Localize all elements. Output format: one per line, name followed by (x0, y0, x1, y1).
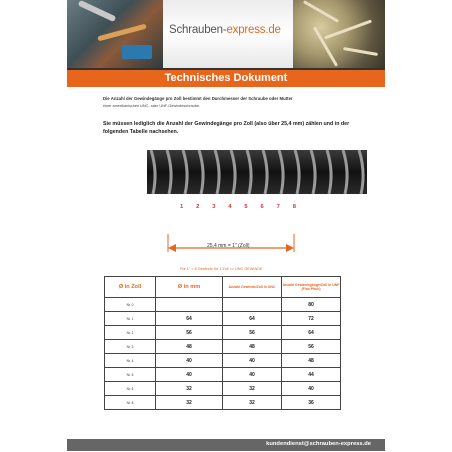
table-row (105, 354, 341, 368)
unc-note: Für 1" = 8 Gewinde für 1 Zoll => UNC GEWINDE (180, 267, 263, 271)
tools-photo (67, 0, 163, 68)
thread-number: 8 (292, 204, 296, 210)
header-unc: Anzahl Gewinde/Zoll in UNC (223, 277, 282, 298)
table-cell: 56 (156, 326, 223, 340)
thread-number: 2 (196, 204, 200, 210)
table-row (105, 382, 341, 396)
table-cell: 64 (156, 312, 223, 326)
table-cell: 72 (282, 312, 341, 326)
table-cell: 48 (223, 340, 282, 354)
header-diameter-inch: Ø in Zoll (105, 277, 156, 298)
thread-table (104, 276, 341, 410)
table-cell: 32 (223, 382, 282, 396)
table-row (105, 312, 341, 326)
table-cell: 48 (282, 354, 341, 368)
table-cell: 32 (223, 396, 282, 410)
table-cell: 32 (156, 396, 223, 410)
logo-text-part1: Schrauben- (169, 24, 227, 36)
table-cell: 80 (282, 298, 341, 312)
document-title: Technisches Dokument (164, 72, 288, 84)
title-bar (67, 68, 385, 87)
dimension-label: 25,4 mm = 1" (Zoll) (207, 243, 250, 249)
table-cell: 40 (282, 382, 341, 396)
thread-number: 6 (260, 204, 264, 210)
table-cell: 44 (282, 368, 341, 382)
thread-number: 7 (276, 204, 280, 210)
footer-email[interactable]: kundendienst@schrauben-express.de (266, 441, 371, 447)
table-cell: 64 (282, 326, 341, 340)
screws-photo (293, 0, 385, 68)
table-row (105, 340, 341, 354)
table-row (105, 396, 341, 410)
table-cell: 40 (156, 368, 223, 382)
table-cell: Nr. 0 (105, 298, 156, 312)
logo-text-part2: express.de (226, 24, 281, 36)
table-row (105, 326, 341, 340)
table-cell: Nr. 2 (105, 326, 156, 340)
table-cell: Nr. 1 (105, 312, 156, 326)
instruction-text: Sie müssen lediglich die Anzahl der Gewindegänge pro Zoll (also über 25,4 mm) zählen und in der folgenden Tabelle nachsehen. (103, 121, 350, 135)
document-page (67, 0, 385, 452)
header-diameter-mm: Ø in mm (156, 277, 223, 298)
thread-number: 3 (212, 204, 216, 210)
table-cell: 48 (156, 340, 223, 354)
footer-bar (67, 439, 385, 451)
table-cell: 36 (282, 396, 341, 410)
table-cell: 56 (282, 340, 341, 354)
table-cell (156, 298, 223, 312)
table-cell: Nr. 8 (105, 396, 156, 410)
table-cell: Nr. 5 (105, 368, 156, 382)
table-row (105, 368, 341, 382)
screw-thread-image (147, 144, 367, 200)
table-cell: 40 (223, 368, 282, 382)
table-cell (223, 298, 282, 312)
table-cell: 64 (223, 312, 282, 326)
table-cell: 40 (223, 354, 282, 368)
thread-illustration (147, 144, 367, 200)
logo (163, 0, 293, 68)
table-cell: 32 (156, 382, 223, 396)
table-row (105, 298, 341, 312)
thread-number: 1 (180, 204, 184, 210)
intro-line-1: Die Anzahl der Gewindegänge pro Zoll bestimmt den Durchmesser der Schraube oder Mutter (103, 96, 293, 101)
thread-number: 5 (244, 204, 248, 210)
table-cell: Nr. 4 (105, 354, 156, 368)
table-cell: 40 (156, 354, 223, 368)
header-unf: Anzahl Gewindegänge/Zoll in UNF (Fine Pitch) (282, 277, 341, 298)
thread-number: 4 (228, 204, 232, 210)
table-cell: 56 (223, 326, 282, 340)
intro-line-2: einer amerikanischen UNC- oder UNF-Gewindeschraube. (103, 104, 201, 108)
header-banner (67, 0, 385, 68)
table-cell: Nr. 6 (105, 382, 156, 396)
table-cell: Nr. 3 (105, 340, 156, 354)
